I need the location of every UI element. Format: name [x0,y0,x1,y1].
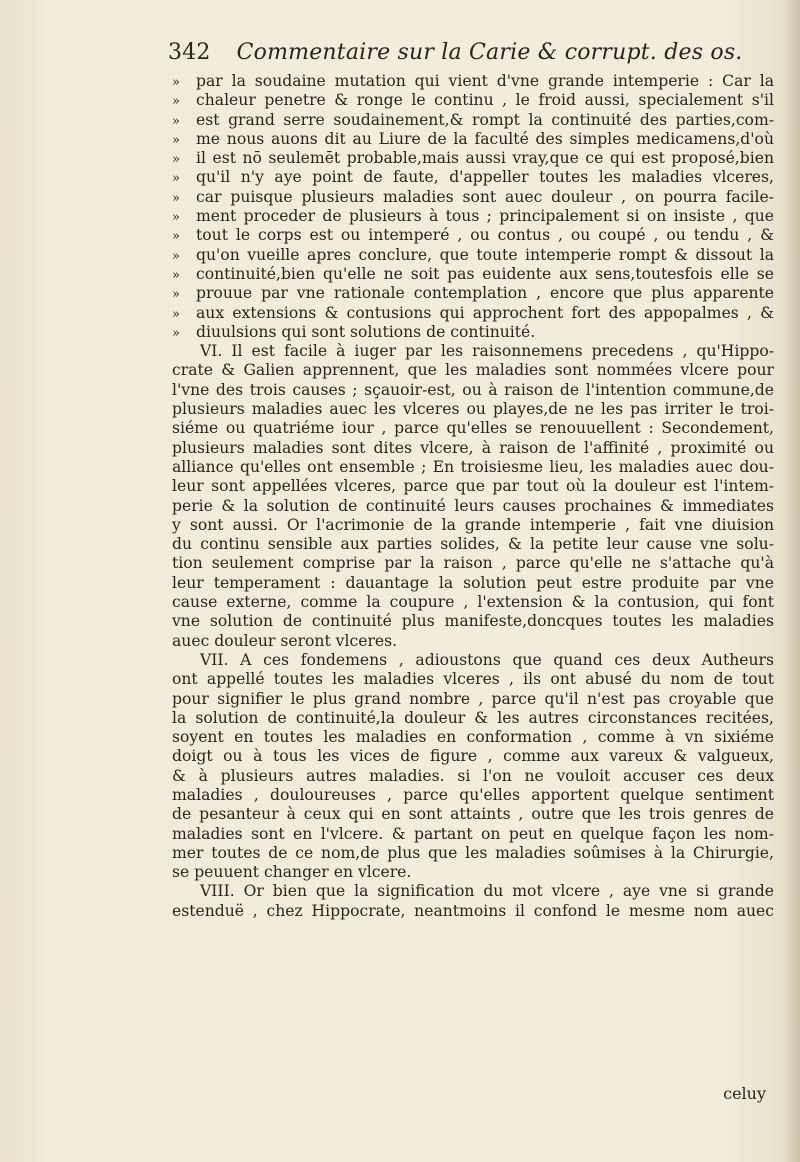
text-line [172,381,774,400]
line-text: estenduë , chez Hippocrate, neantmoins il confond le mesme nom auec [172,901,774,920]
line-text: qu'il n'y aye point de faute, d'appeller toutes les maladies vlceres, [196,168,774,187]
text-line [172,72,774,91]
text-line [172,111,774,130]
line-text: soyent en toutes les maladies en conformation , comme à vn sixiéme [172,728,774,747]
line-text: diuulsions qui sont solutions de continuité. [196,322,536,341]
text-line [172,188,774,207]
line-text: alliance qu'elles ont ensemble ; En troisiesme lieu, les maladies auec dou- [172,457,774,476]
quote-mark: » [172,113,180,129]
line-text: tion seulement comprise par la raison , parce qu'elle ne s'attache qu'à [172,554,774,573]
text-line [172,304,774,323]
quote-mark: » [172,75,180,90]
text-line [172,728,774,747]
line-text: il est nō seulemēt probable,mais aussi vray,que ce qui est proposé,bien [196,149,774,168]
page-number: 342 [168,40,211,65]
line-text: ment proceder de plusieurs à tous ; principalement si on insiste , que [196,207,774,226]
line-text: perie & la solution de continuité leurs causes prochaines & immediates [172,496,774,515]
quote-mark: » [172,287,180,303]
quote-mark: » [172,325,180,341]
body-text [172,72,774,921]
line-text: & à plusieurs autres maladies. si l'on ne vouloit accuser ces deux [172,766,774,785]
line-text: l'vne des trois causes ; sçauoir-est, ou à raison de l'intention commune,de [172,380,774,399]
text-line [172,246,774,265]
text-line [172,226,774,245]
line-text: continuité,bien qu'elle ne soit pas euidente aux sens,toutesfois elle se [196,264,774,283]
quote-mark: » [172,306,180,322]
line-text: chaleur penetre & ronge le continu , le froid aussi, specialement s'il [196,91,774,110]
line-text: VI. Il est facile à iuger par les raisonnemens precedens , qu'Hippo- [200,342,774,361]
quote-mark: » [172,248,180,264]
text-line [172,632,774,651]
text-line [172,284,774,303]
line-text: maladies sont en l'vlcere. & partant on peut en quelque façon les nom- [172,824,774,843]
text-line [172,882,774,901]
line-text: leur sont appellées vlceres, parce que par tout où la douleur est l'intem- [172,477,774,496]
line-text: y sont aussi. Or l'acrimonie de la grande intemperie , fait vne diuision [172,515,774,534]
line-text: est grand serre soudainement,& rompt la continuité des parties,com- [196,110,774,129]
text-line [172,400,774,419]
text-line [172,767,774,786]
text-line [172,149,774,168]
text-line [172,574,774,593]
text-line [172,535,774,554]
quote-mark: » [172,190,180,206]
line-text: plusieurs maladies auec les vlceres ou playes,de ne les pas irriter le troi- [172,400,774,419]
line-text: pour signifier le plus grand nombre , parce qu'il n'est pas croyable que [172,689,774,708]
running-head [168,40,770,70]
text-line [172,747,774,766]
line-text: cause externe, comme la coupure , l'extension & la contusion, qui font [172,593,774,612]
text-line [172,863,774,882]
text-line [172,458,774,477]
quote-mark: » [172,94,180,110]
text-line [172,130,774,149]
text-line [172,612,774,631]
line-text: siéme ou quatriéme iour , parce qu'elles se renouuellent : Secondement, [172,419,774,438]
text-line [172,690,774,709]
page-edge-shadow [782,0,800,1162]
quote-mark: » [172,210,180,226]
text-line [172,593,774,612]
text-line [172,670,774,689]
text-line [172,825,774,844]
text-line [172,516,774,535]
line-text: plusieurs maladies sont dites vlcere, à raison de l'affinité , proximité ou [172,438,774,457]
text-line [172,207,774,226]
text-line [172,477,774,496]
text-line [172,554,774,573]
line-text: qu'on vueille apres conclure, que toute intemperie rompt & dissout la [196,245,774,264]
quote-mark: » [172,152,180,168]
line-text: prouue par vne rationale contemplation , encore que plus apparente [196,284,774,303]
text-line [172,361,774,380]
catchword: celuy [723,1084,766,1103]
line-text: leur temperament : dauantage la solution peut estre produite par vne [172,573,774,592]
text-line [172,168,774,187]
line-text: VII. A ces fondemens , adioustons que quand ces deux Autheurs [200,650,774,669]
line-text: me nous auons dit au Liure de la faculté des simples medicamens,d'où [196,129,774,148]
line-text: car puisque plusieurs maladies sont auec douleur , on pourra facile- [196,187,774,206]
text-line [172,419,774,438]
line-text: auec douleur seront vlceres. [172,631,398,650]
quote-mark: » [172,171,180,187]
line-text: mer toutes de ce nom,de plus que les maladies soûmises à la Chirurgie, [172,843,774,862]
line-text: doigt ou à tous les vices de figure , comme aux vareux & valgueux, [172,747,774,766]
text-line [172,91,774,110]
quote-mark: » [172,267,180,283]
text-line [172,497,774,516]
text-line [172,844,774,863]
line-text: ont appellé toutes les maladies vlceres , ils ont abusé du nom de tout [172,670,774,689]
line-text: aux extensions & contusions qui approchent fort des appopalmes , & [196,303,774,322]
line-text: vne solution de continuité plus manifeste,doncques toutes les maladies [172,612,774,631]
text-line [172,342,774,361]
text-line [172,439,774,458]
line-text: VIII. Or bien que la signification du mot vlcere , aye vne si grande [200,882,774,901]
text-line [172,651,774,670]
line-text: tout le corps est ou intemperé , ou contus , ou coupé , ou tendu , & [196,226,774,245]
line-text: crate & Galien apprennent, que les maladies sont nommées vlcere pour [172,361,774,380]
line-text: du continu sensible aux parties solides, & la petite leur cause vne solu- [172,535,774,554]
line-text: de pesanteur à ceux qui en sont attaints , outre que les trois genres de [172,805,774,824]
text-line [172,786,774,805]
line-text: se peuuent changer en vlcere. [172,863,412,882]
line-text: maladies , douloureuses , parce qu'elles apportent quelque sentiment [172,785,774,804]
quote-mark: » [172,229,180,245]
line-text: la solution de continuité,la douleur & les autres circonstances recitées, [172,708,774,727]
text-line [172,805,774,824]
quote-mark: » [172,132,180,148]
line-text: par la soudaine mutation qui vient d'vne grande intemperie : Car la [196,72,774,90]
text-line [172,709,774,728]
text-line [172,323,774,342]
text-line [172,265,774,284]
running-title: Commentaire sur la Carie & corrupt. des os. [236,40,743,65]
text-line [172,902,774,921]
